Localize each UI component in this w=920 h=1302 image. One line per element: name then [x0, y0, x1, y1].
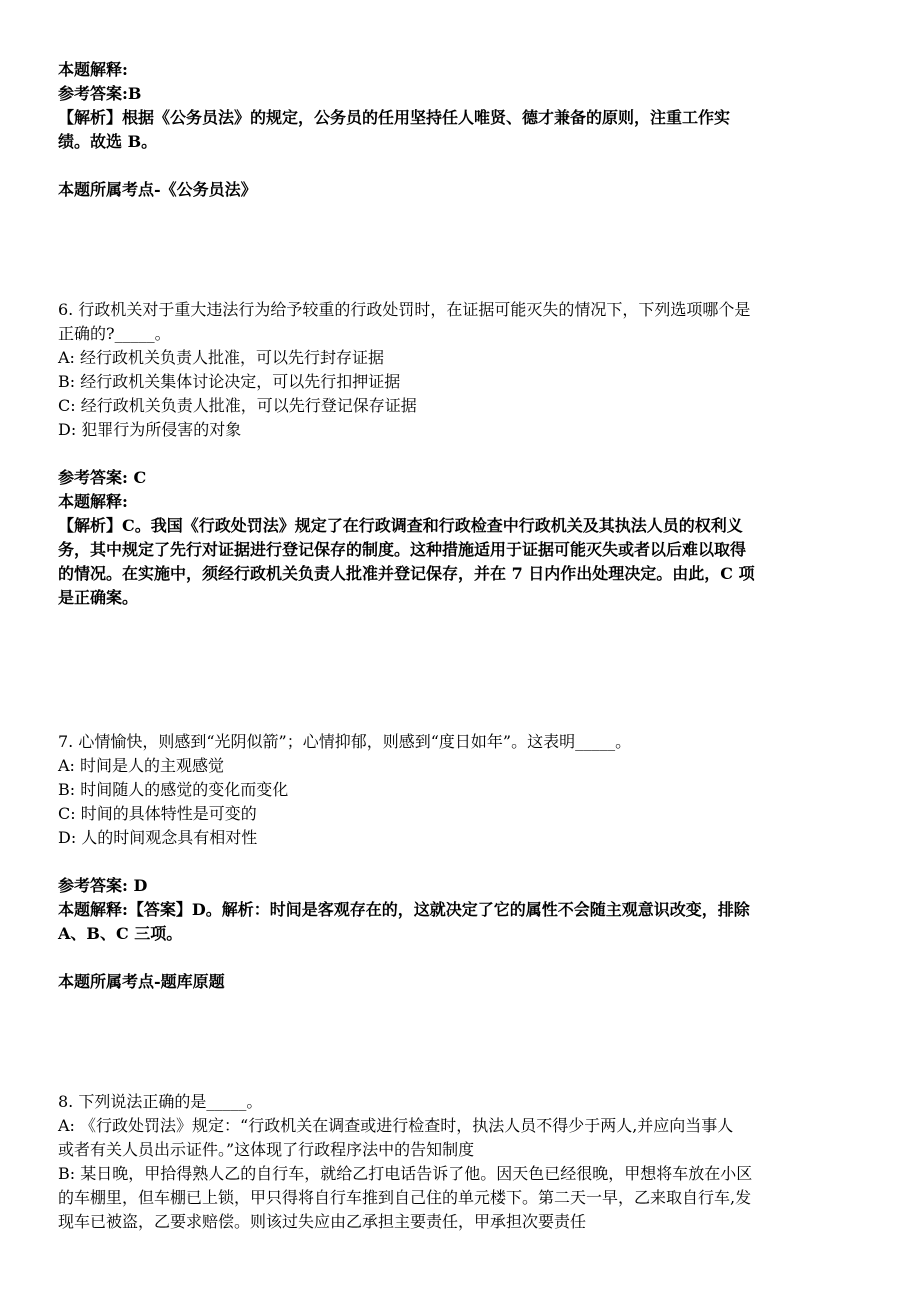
q6-stem-line: 正确的?_____。 — [58, 324, 171, 343]
q6-option-c: C: 经行政机关负责人批准，可以先行登记保存证据 — [58, 396, 417, 415]
q6-explain-label: 本题解释: — [58, 492, 128, 511]
q7-analysis-line: A、B、C 三项。 — [58, 924, 183, 943]
q8-stem: 8. 下列说法正确的是_____。 — [58, 1092, 263, 1111]
q8-option-line: 现车已被盗，乙要求赔偿。则该过失应由乙承担主要责任，甲承担次要责任 — [58, 1212, 587, 1231]
prev-answer: 参考答案:B — [58, 84, 142, 103]
q6-option-b: B: 经行政机关集体讨论决定，可以先行扣押证据 — [58, 372, 401, 391]
q6-answer: 参考答案: C — [58, 468, 147, 487]
q6-stem-line: 6. 行政机关对于重大违法行为给予较重的行政处罚时，在证据可能灭失的情况下，下列选项哪个是 — [58, 300, 751, 319]
q6-analysis-line: 是正确案。 — [58, 588, 139, 607]
q6-analysis-line: 【解析】C。我国《行政处罚法》规定了在行政调查和行政检查中行政机关及其执法人员的权利义 — [58, 516, 743, 535]
q6-option-d: D: 犯罪行为所侵害的对象 — [58, 420, 242, 439]
q8-option-line: A: 《行政处罚法》规定：“行政机关在调查或进行检查时，执法人员不得少于两人,并应向当事人 — [58, 1116, 734, 1135]
q7-answer: 参考答案: D — [58, 876, 148, 895]
q6-analysis-line: 的情况。在实施中，须经行政机关负责人批准并登记保存，并在 7 日内作出处理决定。由此，C 项 — [58, 564, 755, 583]
prev-explain-label: 本题解释: — [58, 60, 128, 79]
q6-analysis-line: 务，其中规定了先行对证据进行登记保存的制度。这种措施适用于证据可能灭失或者以后难以取得 — [58, 540, 747, 559]
q7-kaodian: 本题所属考点-题库原题 — [58, 972, 225, 991]
q7-option-b: B: 时间随人的感觉的变化而变化 — [58, 780, 289, 799]
q7-analysis-line: 本题解释:【答案】D。解析：时间是客观存在的，这就决定了它的属性不会随主观意识改变，排除 — [58, 900, 750, 919]
prev-kaodian: 本题所属考点-《公务员法》 — [58, 180, 257, 199]
document-page — [58, 58, 858, 1234]
q7-option-a: A: 时间是人的主观感觉 — [58, 756, 225, 775]
q7-option-c: C: 时间的具体特性是可变的 — [58, 804, 257, 823]
prev-analysis-line: 绩。故选 B。 — [58, 132, 158, 151]
q8-option-line: 或者有关人员出示证件。”这体现了行政程序法中的告知制度 — [58, 1140, 475, 1159]
q7-option-d: D: 人的时间观念具有相对性 — [58, 828, 258, 847]
prev-analysis-line: 【解析】根据《公务员法》的规定，公务员的任用坚持任人唯贤、德才兼备的原则，注重工作实 — [58, 108, 731, 127]
q8-option-line: B: 某日晚，甲拾得熟人乙的自行车，就给乙打电话告诉了他。因天色已经很晚，甲想将车放在小区 — [58, 1164, 753, 1183]
q6-option-a: A: 经行政机关负责人批准，可以先行封存证据 — [58, 348, 385, 367]
q8-option-line: 的车棚里，但车棚已上锁，甲只得将自行车推到自己住的单元楼下。第二天一早，乙来取自行车,发 — [58, 1188, 752, 1207]
q7-stem: 7. 心情愉快，则感到“光阴似箭”；心情抑郁，则感到“度日如年”。这表明_____。 — [58, 732, 632, 751]
